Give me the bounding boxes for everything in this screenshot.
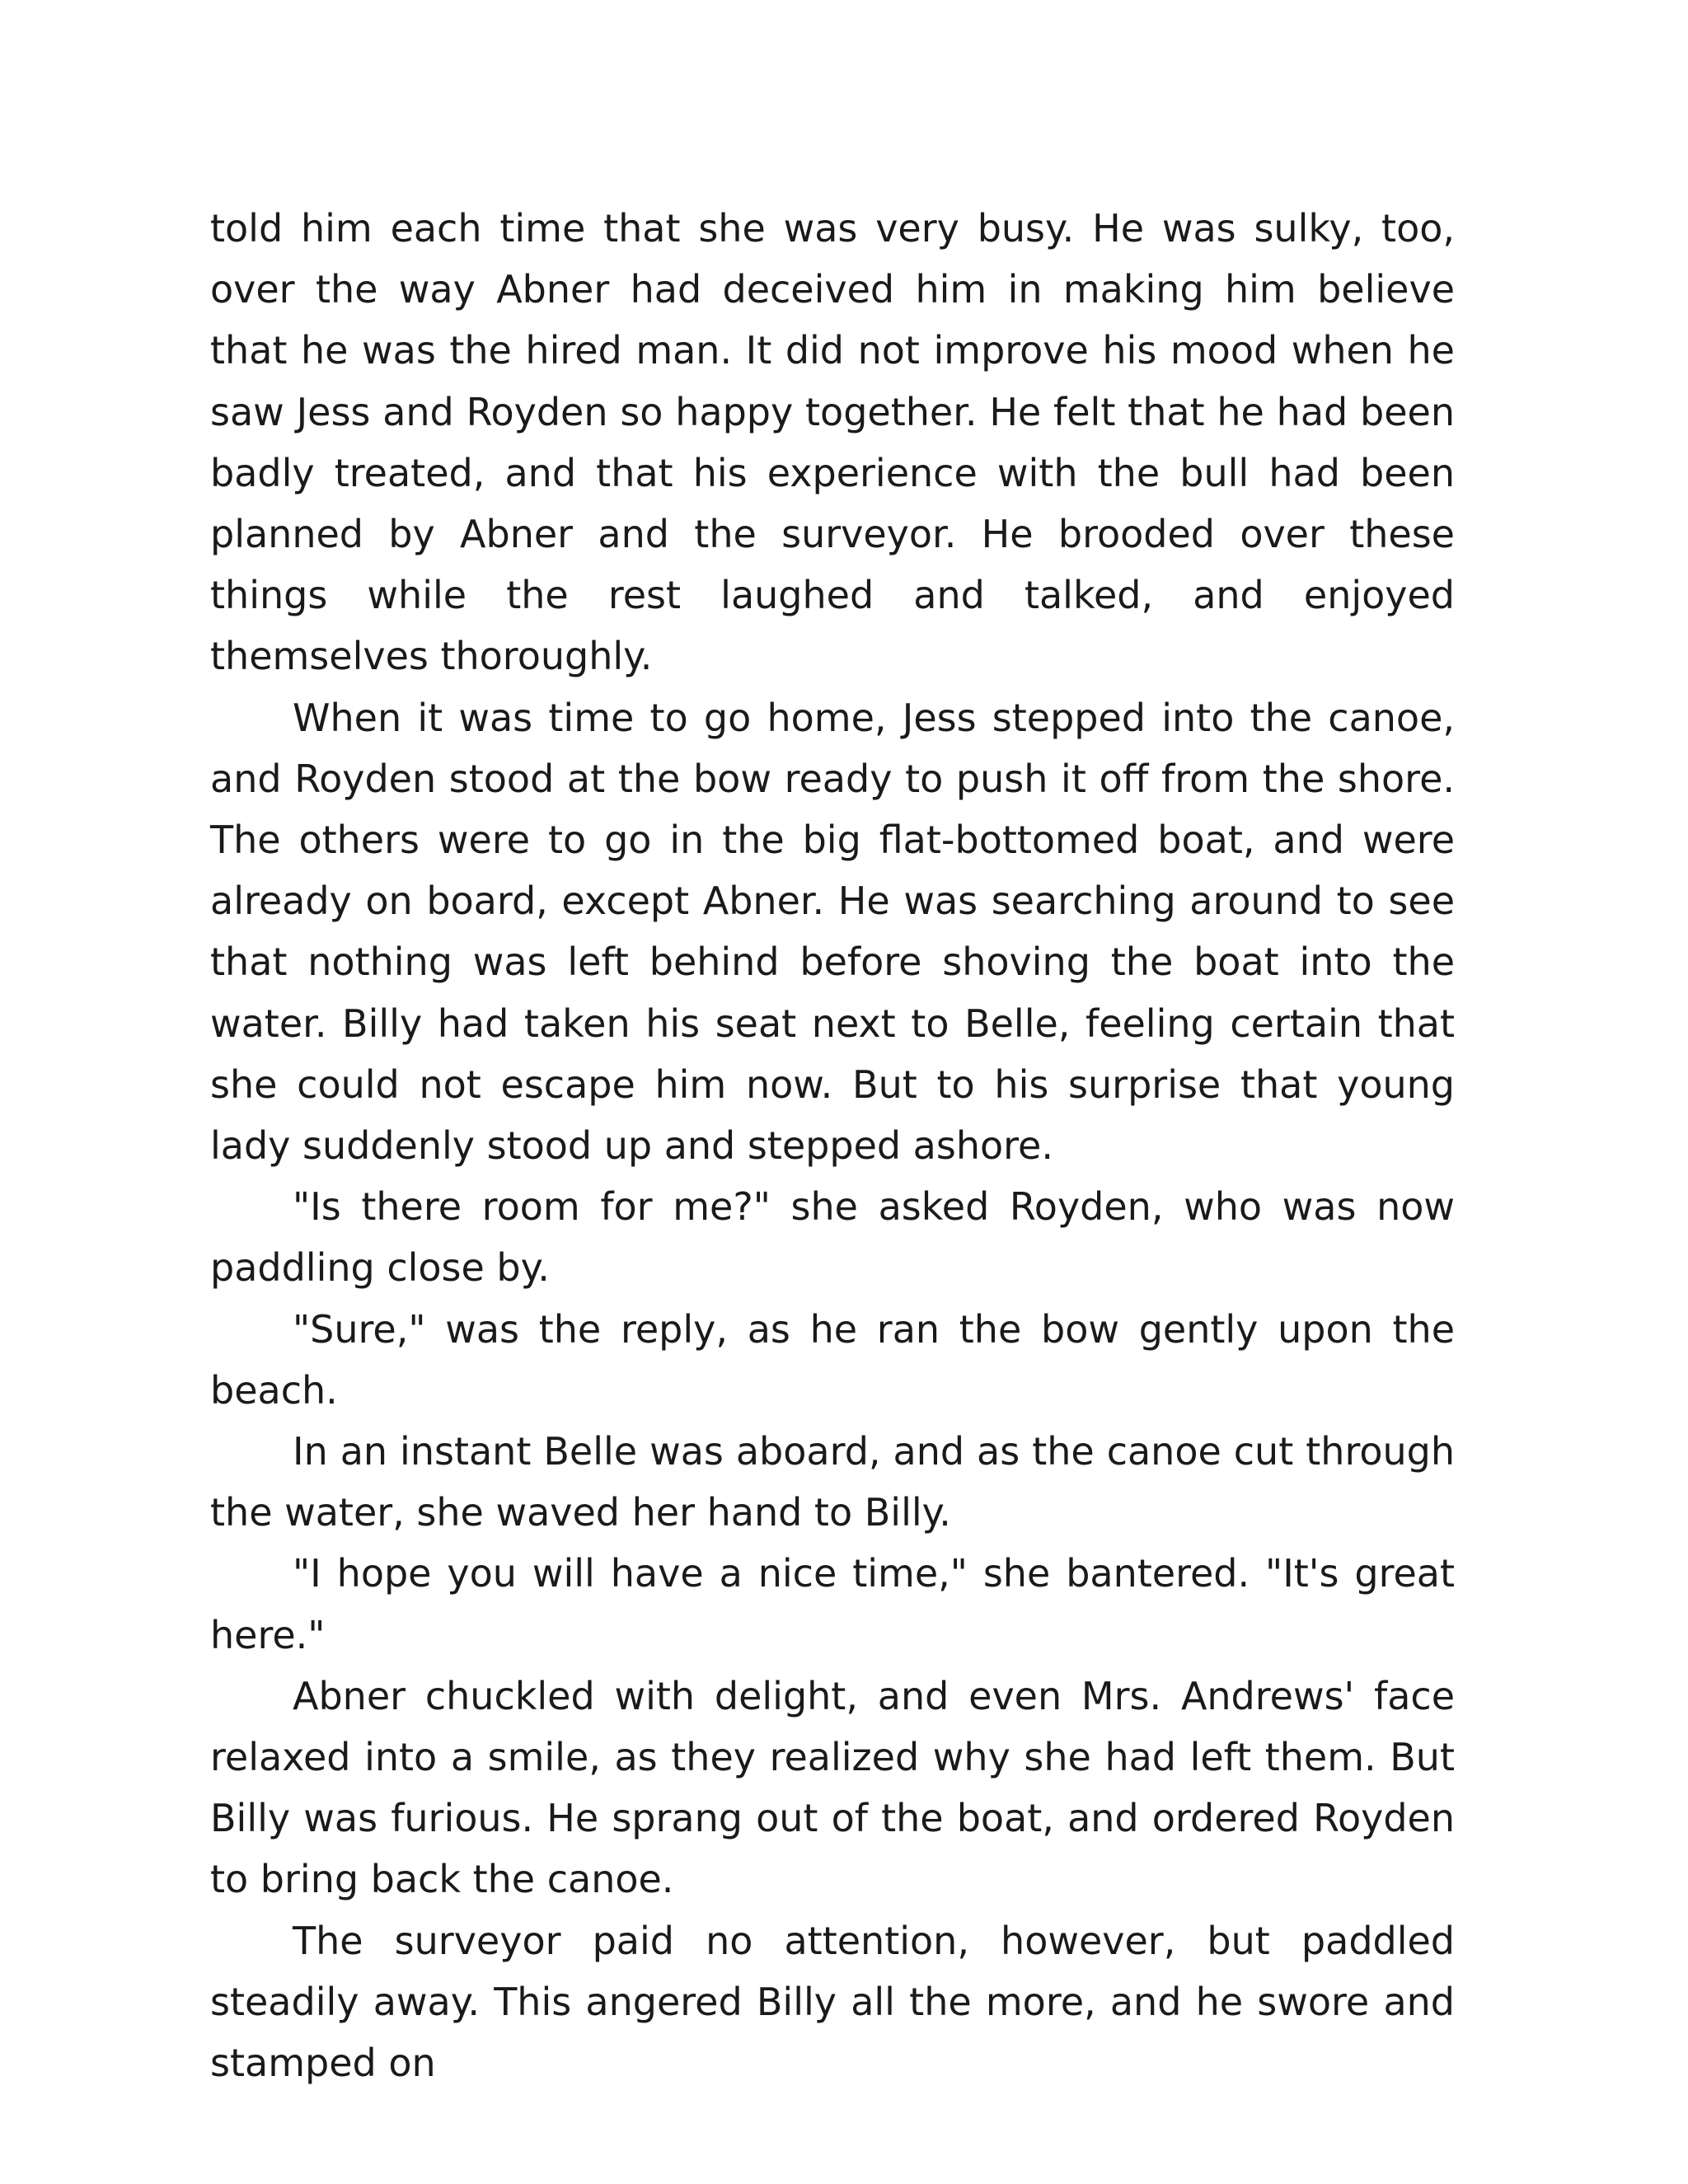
paragraph-1: told him each time that she was very busy. He was sulky, too, over the way Abner had deceived him in making him believe that he was the hired man. It did not improve his mood when he saw Jess and Royden so happy together. He felt that he had been badly treated, and that his experience with the bull had been planned by Abner and the surveyor. He brooded over these things while the rest laughed and talked, and enjoyed themselves thoroughly. bbox=[210, 206, 1455, 679]
paragraph-7: Abner chuckled with delight, and even Mrs. Andrews' face relaxed into a smile, as they realized why she had left them. But Billy was furious. He sprang out of the boat, and ordered Royden to bring back the canoe. bbox=[210, 1673, 1455, 1902]
paragraph-6: "I hope you will have a nice time," she bantered. "It's great here." bbox=[210, 1551, 1455, 1657]
paragraph-4: "Sure," was the reply, as he ran the bow gently upon the beach. bbox=[210, 1306, 1455, 1413]
paragraph-2: When it was time to go home, Jess stepped into the canoe, and Royden stood at the bow ready to push it off from the shore. The others were to go in the big flat-bottomed boat, and were already on board, except Abner. He was searching around to see that nothing was left behind before shoving the boat into the water. Billy had taken his seat next to Belle, feeling certain that she could not escape him now. But to his surprise that young lady suddenly stood up and stepped ashore. bbox=[210, 695, 1455, 1169]
paragraph-3: "Is there room for me?" she asked Royden, who was now paddling close by. bbox=[210, 1184, 1455, 1291]
page-body bbox=[210, 198, 1455, 2093]
paragraph-8: The surveyor paid no attention, however, but paddled steadily away. This angered Billy all the more, and he swore and stamped on bbox=[210, 1918, 1455, 2086]
paragraph-5: In an instant Belle was aboard, and as the canoe cut through the water, she waved her hand to Billy. bbox=[210, 1429, 1455, 1535]
